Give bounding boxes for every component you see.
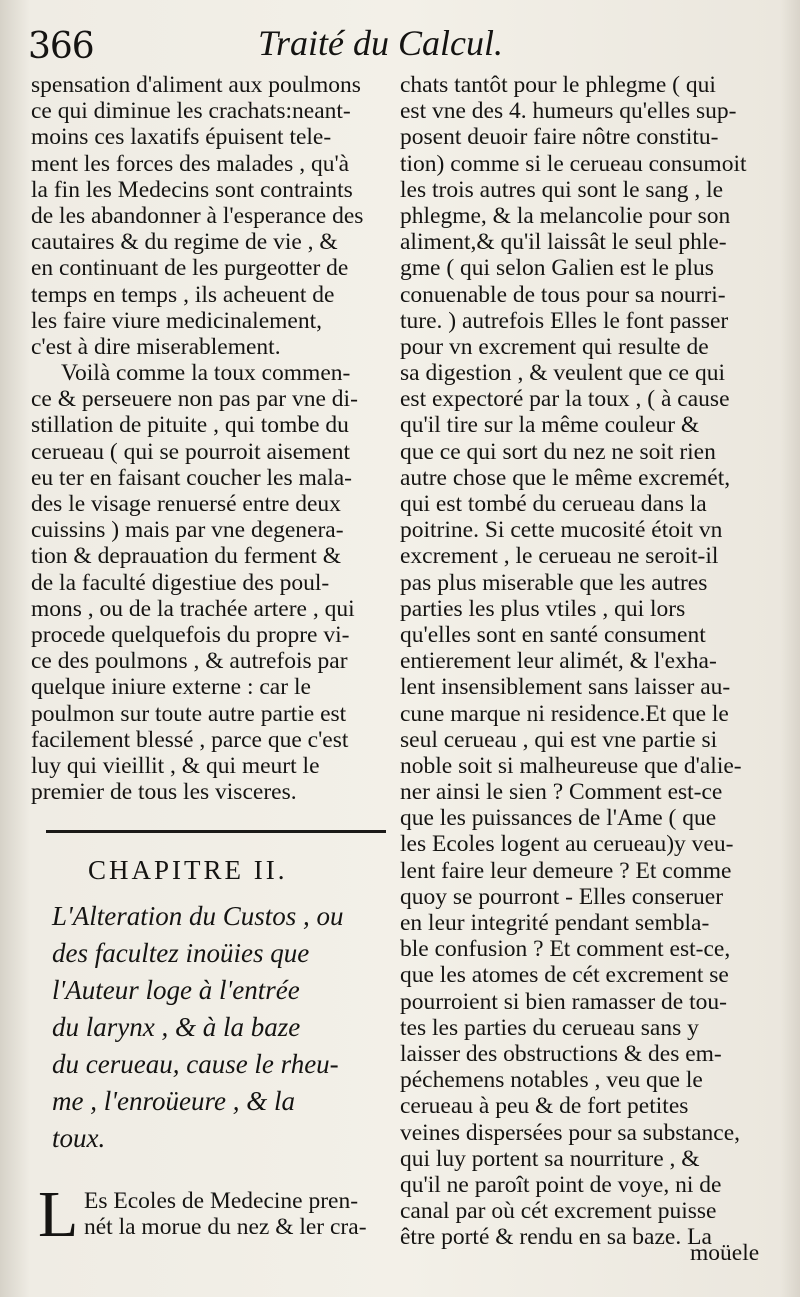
text-line: ce qui diminue les crachats:neant- (31, 98, 351, 125)
text-line: ner ainsi le sien ? Comment est-ce (400, 779, 723, 806)
text-line: facilement blessé , parce que c'est (31, 726, 349, 753)
chapter-title (52, 898, 392, 1157)
text-line: que les atomes de cét excrement se (400, 962, 729, 989)
text-line: les trois autres qui sont le sang , le (400, 176, 724, 203)
right-column (400, 72, 766, 1250)
text-line: des le visage renuersé entre deux (31, 491, 341, 517)
text-line: ture. ) autrefois Elles le font passer (400, 307, 729, 334)
text-line: posent deuoir faire nôtre constitu- (400, 124, 719, 151)
text-line: aliment,& qu'il laissât le seul phle- (400, 229, 727, 256)
text-line: ce des poulmons , & autrefois par (31, 648, 348, 675)
text-line: que ce qui sort du nez ne soit rien (400, 438, 716, 465)
text-line: est expectoré par la toux , ( à cause (400, 386, 730, 413)
text-line: parties les plus vtiles , qui lors (400, 595, 686, 622)
text-line: luy qui vieillit , & qui meurt le (31, 752, 320, 779)
left-column (31, 72, 387, 805)
text-line: c'est à dire miserablement. (31, 333, 281, 360)
text-line: tes les parties du cerueau sans y (400, 1014, 699, 1041)
text-line: qu'elles sont en santé consument (400, 621, 706, 648)
text-line: péchemens notables , veu que le (400, 1067, 703, 1094)
text-line: laisser des obstructions & des em- (400, 1040, 722, 1067)
text-line: excrement , le cerueau ne seroit-il (400, 543, 719, 570)
text-line: chats tantôt pour le phlegme ( qui (400, 72, 716, 98)
text-line: veines dispersées pour sa substance, (400, 1119, 741, 1146)
text-line: entierement leur alimét, & l'exha- (400, 648, 717, 675)
text-line: noble soit si malheureuse que d'alie- (400, 752, 742, 779)
text-line: gme ( qui selon Galien est le plus (400, 255, 714, 282)
text-line: spensation d'aliment aux poulmons (31, 72, 361, 98)
chapter-title-line: toux. (52, 1123, 106, 1153)
text-line: pourroient si bien ramasser de tou- (400, 988, 727, 1015)
text-line: les Ecoles logent au cerueau)y veu- (400, 831, 734, 858)
chapter-heading: CHAPITRE II. (88, 855, 288, 885)
text-line: ble confusion ? Et comment est-ce, (400, 936, 731, 963)
text-line: tion) comme si le cerueau consumoit (400, 150, 747, 177)
catchword: moüele (690, 1240, 760, 1266)
running-title: Traité du Calcul. (258, 23, 504, 63)
text-line: qui est tombé du cerueau dans la (400, 491, 707, 517)
text-line: ce & perseuere non pas par vne di- (31, 386, 358, 413)
text-line: eu ter en faisant coucher les mala- (31, 464, 353, 491)
text-line: autre chose que le même excremét, (400, 464, 731, 491)
text-line: tion & deprauation du ferment & (31, 543, 341, 570)
text-line: seul cerueau , qui est vne partie si (400, 726, 718, 753)
text-line: les faire viure medicinalement, (31, 307, 323, 334)
text-line: en leur integrité pendant sembla- (400, 910, 710, 936)
text-line: cune marque ni residence.Et que le (400, 700, 729, 727)
text-line: pour vn excrement qui resulte de (400, 333, 709, 360)
text-line: stillation de pituite , qui tombe du (31, 412, 349, 439)
text-line: poulmon sur toute autre partie est (31, 700, 347, 727)
text-line: moins ces laxatifs épuisent tele- (31, 124, 332, 151)
text-line: cerueau ( qui se pourroit aisement (31, 438, 351, 465)
text-line: sa digestion , & veulent que ce qui (400, 360, 726, 387)
text-line: qu'il tire sur la même couleur & (400, 412, 700, 439)
page-number: 366 (28, 26, 94, 67)
text-line: en continuant de les purgeotter de (31, 255, 349, 282)
text-line: lent faire leur demeure ? Et comme (400, 857, 732, 884)
text-line: être porté & rendu en sa baze. La (400, 1224, 712, 1251)
text-line: conuenable de tous pour sa nourri- (400, 281, 726, 308)
text-line: mons , ou de la trachée artere , qui (31, 595, 355, 622)
text-line: qui luy portent sa nourriture , & (400, 1145, 700, 1172)
chapter-title-line: du larynx , & à la baze (52, 1012, 301, 1042)
text-line: Voilà comme la toux commen- (61, 360, 351, 387)
text-line: cerueau à peu & de fort petites (400, 1093, 689, 1120)
text-line: phlegme, & la melancolie pour son (400, 202, 731, 229)
text-line: lent insensiblement sans laisser au- (400, 674, 731, 701)
chapter-title-line: du cerueau, cause le rheu- (52, 1049, 339, 1079)
text-line: ment les forces des malades , qu'à (31, 150, 350, 177)
text-line: cuissins ) mais par vne degenera- (31, 517, 344, 544)
text-line: de les abandonner à l'esperance des (31, 202, 364, 229)
text-line: temps en temps , ils acheuent de (31, 281, 335, 308)
text-line: Es Ecoles de Medecine pren- (84, 1188, 359, 1214)
chapter-title-line: des facultez inoüies que (52, 938, 310, 968)
text-line: premier de tous les visceres. (31, 779, 297, 806)
chapter-rule (46, 830, 386, 833)
text-line: cautaires & du regime de vie , & (31, 229, 338, 256)
text-line: procede quelquefois du propre vi- (31, 621, 350, 648)
text-line: de la faculté digestiue des poul- (31, 569, 330, 596)
chapter-title-line: l'Auteur loge à l'entrée (52, 975, 300, 1005)
text-line: nét la morue du nez & ler cra- (84, 1214, 367, 1241)
text-line: que les puissances de l'Ame ( que (400, 805, 717, 832)
text-line: est vne des 4. humeurs qu'elles sup- (400, 98, 737, 125)
drop-capital: L (38, 1178, 79, 1251)
text-line: poitrine. Si cette mucosité étoit vn (400, 517, 723, 544)
text-line: quoy se pourront - Elles conseruer (400, 883, 724, 910)
text-line: canal par où cét excrement puisse (400, 1198, 717, 1225)
chapter-opening-text (84, 1188, 394, 1240)
chapter-title-line: L'Alteration du Custos , ou (52, 901, 344, 931)
chapter-title-line: me , l'enroüeure , & la (52, 1086, 295, 1116)
text-line: la fin les Medecins sont contraints (31, 176, 353, 203)
text-line: quelque iniure externe : car le (31, 674, 311, 701)
text-line: pas plus miserable que les autres (400, 569, 708, 596)
text-line: qu'il ne paroît point de voye, ni de (400, 1171, 722, 1198)
